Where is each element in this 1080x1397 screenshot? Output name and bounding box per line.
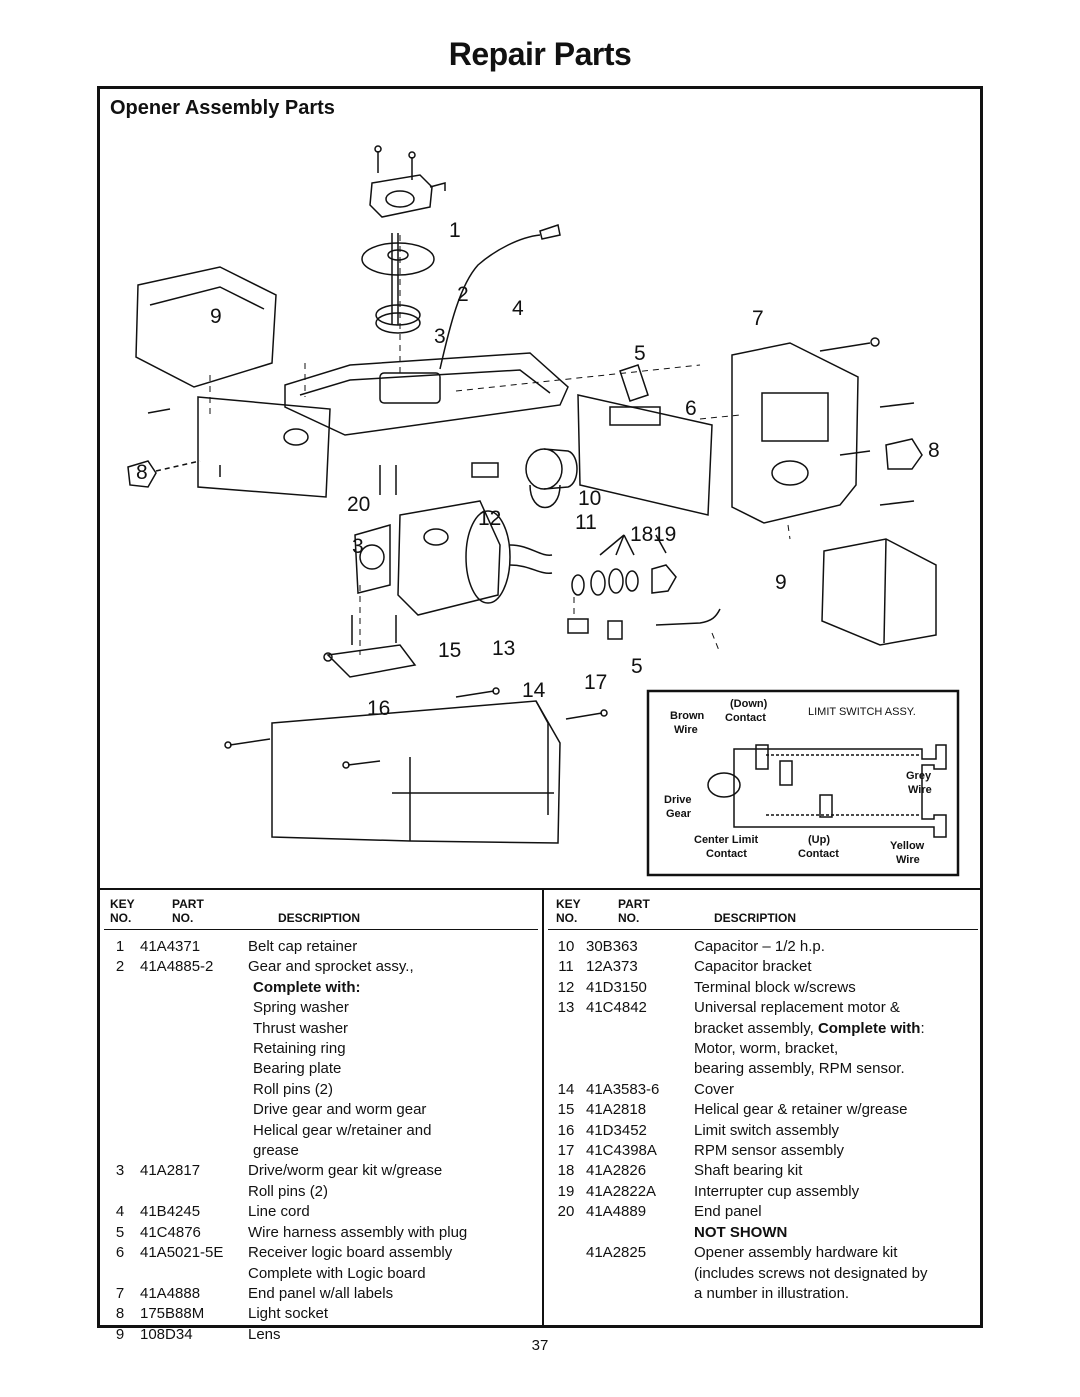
header-part-no-r: NO. — [618, 911, 640, 925]
description: (includes screws not designated by — [694, 1264, 928, 1282]
parts-frame — [97, 86, 983, 1343]
part-no: 41C4842 — [586, 999, 647, 1017]
page-number: 37 — [531, 1337, 549, 1354]
header-description-r: DESCRIPTION — [714, 911, 797, 925]
key-no — [546, 1284, 586, 1304]
description: Thrust washer — [253, 1019, 349, 1037]
table-row — [100, 1161, 523, 1181]
part-no: 41B4245 — [140, 1203, 201, 1221]
table-row — [546, 1019, 964, 1039]
part-no: 41A3583-6 — [586, 1080, 660, 1098]
part-no: 41A2825 — [586, 1244, 647, 1262]
part-no — [586, 1059, 694, 1079]
part-no: 41D3452 — [586, 1121, 647, 1139]
key-no: 18 — [557, 1162, 575, 1180]
table-row — [100, 937, 523, 957]
table-top-rule — [100, 888, 980, 890]
table-row — [100, 978, 523, 998]
key-no: 17 — [557, 1142, 575, 1160]
callout-2: 2 — [457, 283, 469, 306]
key-no: 2 — [115, 958, 125, 976]
key-no: 7 — [115, 1284, 125, 1302]
table-row — [100, 998, 523, 1018]
key-no — [100, 1019, 140, 1039]
callout-13: 13 — [492, 637, 516, 660]
part-no: 41A2822A — [586, 1182, 657, 1200]
table-row — [546, 1059, 964, 1079]
key-no: 4 — [115, 1203, 125, 1221]
inset-yellow-wire: Wire — [896, 854, 920, 866]
table-row — [100, 1039, 523, 1059]
callout-9-right: 9 — [775, 571, 787, 594]
description: Capacitor – 1/2 h.p. — [694, 938, 825, 955]
description: Spring washer — [253, 999, 349, 1017]
table-row — [546, 957, 964, 977]
description: Motor, worm, bracket, — [694, 1040, 839, 1058]
description: Drive/worm gear kit w/grease — [248, 1162, 443, 1180]
callout-12: 12 — [478, 507, 502, 530]
description: Limit switch assembly — [694, 1121, 840, 1139]
table-row — [546, 937, 964, 957]
description: Lens — [248, 1325, 281, 1343]
key-no: 20 — [557, 1203, 575, 1221]
part-no — [140, 1080, 248, 1100]
part-no — [586, 1264, 694, 1284]
left-parts-list — [100, 937, 523, 1345]
table-row — [100, 1080, 523, 1100]
part-no: 30B363 — [586, 938, 638, 955]
table-row — [546, 1100, 964, 1120]
part-no: 41C4398A — [586, 1142, 657, 1160]
callout-17: 17 — [584, 671, 608, 694]
table-row — [546, 1243, 964, 1263]
key-no — [100, 1100, 140, 1120]
table-row — [100, 957, 523, 977]
table-row — [546, 1141, 964, 1161]
description: NOT SHOWN — [694, 1223, 788, 1241]
part-no: 175B88M — [140, 1305, 205, 1323]
key-no: 3 — [115, 1162, 125, 1180]
key-no: 9 — [115, 1325, 125, 1343]
key-no — [100, 1039, 140, 1059]
part-no — [140, 1019, 248, 1039]
table-row — [546, 1182, 964, 1202]
table-row — [100, 1284, 523, 1304]
callout-16: 16 — [367, 697, 391, 720]
key-no — [100, 1141, 140, 1161]
description: Drive gear and worm gear — [253, 1101, 427, 1119]
description: Capacitor bracket — [694, 958, 812, 976]
table-row — [100, 1100, 523, 1120]
section-title: Opener Assembly Parts — [110, 97, 335, 119]
right-header-rule — [548, 929, 978, 930]
key-no: 8 — [115, 1305, 125, 1323]
table-row — [100, 1182, 523, 1202]
table-row — [100, 1121, 523, 1141]
inset-down: (Down) — [730, 698, 768, 710]
inset-center-limit: Center Limit — [694, 834, 759, 846]
key-no: 14 — [557, 1080, 575, 1098]
callout-3-top: 3 — [434, 325, 446, 348]
table-column-divider — [542, 888, 544, 1325]
table-row — [100, 1243, 523, 1263]
callout-5-bottom: 5 — [631, 655, 643, 678]
description: bearing assembly, RPM sensor. — [694, 1060, 905, 1078]
description: Light socket — [248, 1305, 329, 1323]
key-no: 12 — [557, 978, 575, 996]
key-no: 6 — [115, 1244, 125, 1262]
inset-yellow: Yellow — [890, 840, 925, 852]
inset-grey: Grey — [906, 770, 932, 782]
description: Roll pins (2) — [253, 1080, 334, 1098]
inset-down-contact: Contact — [725, 712, 766, 724]
description: Receiver logic board assembly — [248, 1244, 453, 1262]
callout-19: 19 — [653, 523, 677, 546]
part-no — [586, 1039, 694, 1059]
key-no: 11 — [558, 958, 574, 976]
description: : — [920, 1019, 925, 1037]
inset-up: (Up) — [808, 834, 830, 846]
description: Complete with: — [253, 978, 361, 996]
part-no: 41A4885-2 — [140, 958, 214, 976]
inset-up-contact: Contact — [798, 848, 839, 860]
header-part: PART — [172, 897, 204, 911]
callout-8-left: 8 — [136, 461, 148, 484]
key-no: 16 — [557, 1121, 575, 1139]
part-no: 41A4889 — [586, 1203, 647, 1221]
callout-10: 10 — [578, 487, 602, 510]
description: grease — [253, 1142, 299, 1160]
key-no: 19 — [557, 1182, 575, 1200]
table-row — [100, 1202, 523, 1222]
part-no — [140, 1264, 248, 1284]
inset-grey-wire: Wire — [908, 784, 932, 796]
part-no: 41A2817 — [140, 1162, 201, 1180]
part-no: 12A373 — [586, 958, 638, 976]
key-no — [100, 1182, 140, 1202]
not-shown-heading — [546, 1223, 964, 1243]
part-no — [140, 1100, 248, 1120]
inset-drive: Drive — [664, 794, 692, 806]
description: End panel — [694, 1203, 762, 1221]
description — [694, 1019, 964, 1039]
callout-1: 1 — [449, 219, 461, 242]
callout-4: 4 — [512, 297, 524, 320]
inset-gear: Gear — [666, 808, 692, 820]
callout-3-mid: 3 — [352, 535, 364, 558]
key-no — [546, 1264, 586, 1284]
description: Shaft bearing kit — [694, 1162, 803, 1180]
table-row — [100, 1264, 523, 1284]
table-row — [546, 1264, 964, 1284]
part-no — [140, 998, 248, 1018]
description: Belt cap retainer — [248, 938, 358, 955]
key-no — [546, 1223, 586, 1243]
part-no: 108D34 — [140, 1325, 193, 1343]
key-no: 15 — [557, 1101, 575, 1119]
key-no: 13 — [557, 999, 575, 1017]
key-no — [546, 1243, 586, 1263]
callouts — [136, 219, 940, 720]
key-no: 1 — [115, 938, 125, 955]
inset-title: LIMIT SWITCH ASSY. — [808, 706, 916, 718]
description: a number in illustration. — [694, 1284, 850, 1302]
part-no: 41A2826 — [586, 1162, 647, 1180]
description: Retaining ring — [253, 1040, 346, 1058]
callout-20: 20 — [347, 493, 371, 516]
part-no — [586, 1284, 694, 1304]
part-no — [140, 1039, 248, 1059]
part-no — [586, 1223, 694, 1243]
page-title: Repair Parts — [448, 36, 632, 72]
description: Wire harness assembly with plug — [248, 1223, 468, 1241]
header-key-r: KEY — [556, 897, 581, 911]
key-no — [100, 1121, 140, 1141]
description: Terminal block w/screws — [694, 978, 856, 996]
description: Cover — [694, 1080, 735, 1098]
key-no — [100, 1080, 140, 1100]
key-no: 10 — [557, 938, 575, 955]
table-row — [100, 1304, 523, 1324]
part-no: 41D3150 — [586, 978, 647, 996]
header-description: DESCRIPTION — [278, 911, 361, 925]
table-row — [100, 1141, 523, 1161]
callout-15: 15 — [438, 639, 462, 662]
table-row — [100, 1059, 523, 1079]
table-row — [546, 1121, 964, 1141]
part-no — [140, 1141, 248, 1161]
inset-brown-wire: Wire — [674, 724, 698, 736]
part-no — [586, 1019, 694, 1039]
inset-center-contact: Contact — [706, 848, 747, 860]
description: End panel w/all labels — [248, 1284, 394, 1302]
description: Gear and sprocket assy., — [248, 958, 414, 976]
right-parts-list — [546, 937, 964, 1304]
callout-7: 7 — [752, 307, 764, 330]
table-row — [546, 1284, 964, 1304]
callout-14: 14 — [522, 679, 546, 702]
callout-18: 18 — [630, 523, 654, 546]
callout-9-left: 9 — [210, 305, 222, 328]
part-no: 41A5021-5E — [140, 1244, 224, 1262]
part-no: 41A4371 — [140, 938, 201, 955]
key-no — [546, 1059, 586, 1079]
description: RPM sensor assembly — [694, 1142, 845, 1160]
description: Universal replacement motor & — [694, 999, 900, 1017]
description: Bearing plate — [253, 1060, 342, 1078]
key-no — [546, 1019, 586, 1039]
description: Line cord — [248, 1203, 310, 1221]
key-no — [100, 998, 140, 1018]
header-key: KEY — [110, 897, 135, 911]
key-no: 5 — [115, 1223, 125, 1241]
key-no — [100, 978, 140, 998]
inset-brown: Brown — [670, 710, 705, 722]
key-no — [100, 1264, 140, 1284]
table-row — [546, 998, 964, 1018]
limit-switch-inset — [664, 698, 932, 866]
description: Helical gear w/retainer and — [253, 1121, 432, 1139]
part-no — [140, 1182, 248, 1202]
header-no-r: NO. — [556, 911, 578, 925]
description: Complete with Logic board — [248, 1264, 426, 1282]
exploded-diagram — [100, 125, 980, 885]
key-no — [546, 1039, 586, 1059]
callout-6: 6 — [685, 397, 697, 420]
table-row — [546, 1161, 964, 1181]
table-row — [546, 1039, 964, 1059]
header-no: NO. — [110, 911, 132, 925]
part-no — [140, 978, 248, 998]
exploded-diagram-svg — [100, 125, 980, 885]
left-header-rule — [104, 929, 538, 930]
part-no — [140, 1059, 248, 1079]
table-row — [100, 1019, 523, 1039]
part-no: 41C4876 — [140, 1223, 201, 1241]
table-row — [546, 1080, 964, 1100]
description: bracket assembly, — [694, 1019, 818, 1037]
table-row — [546, 1202, 964, 1222]
description: Complete with — [817, 1019, 921, 1037]
table-row — [546, 978, 964, 998]
key-no — [100, 1059, 140, 1079]
callout-5-top: 5 — [634, 342, 646, 365]
part-no: 41A2818 — [586, 1101, 647, 1119]
description: Interrupter cup assembly — [694, 1182, 860, 1200]
description: Roll pins (2) — [248, 1182, 329, 1200]
callout-11: 11 — [575, 511, 597, 534]
header-part-no: NO. — [172, 911, 194, 925]
header-part-r: PART — [618, 897, 650, 911]
description: Helical gear & retainer w/grease — [694, 1101, 908, 1119]
table-row — [100, 1223, 523, 1243]
description: Opener assembly hardware kit — [694, 1244, 898, 1262]
part-no — [140, 1121, 248, 1141]
part-no: 41A4888 — [140, 1284, 201, 1302]
callout-8-right: 8 — [928, 439, 940, 462]
